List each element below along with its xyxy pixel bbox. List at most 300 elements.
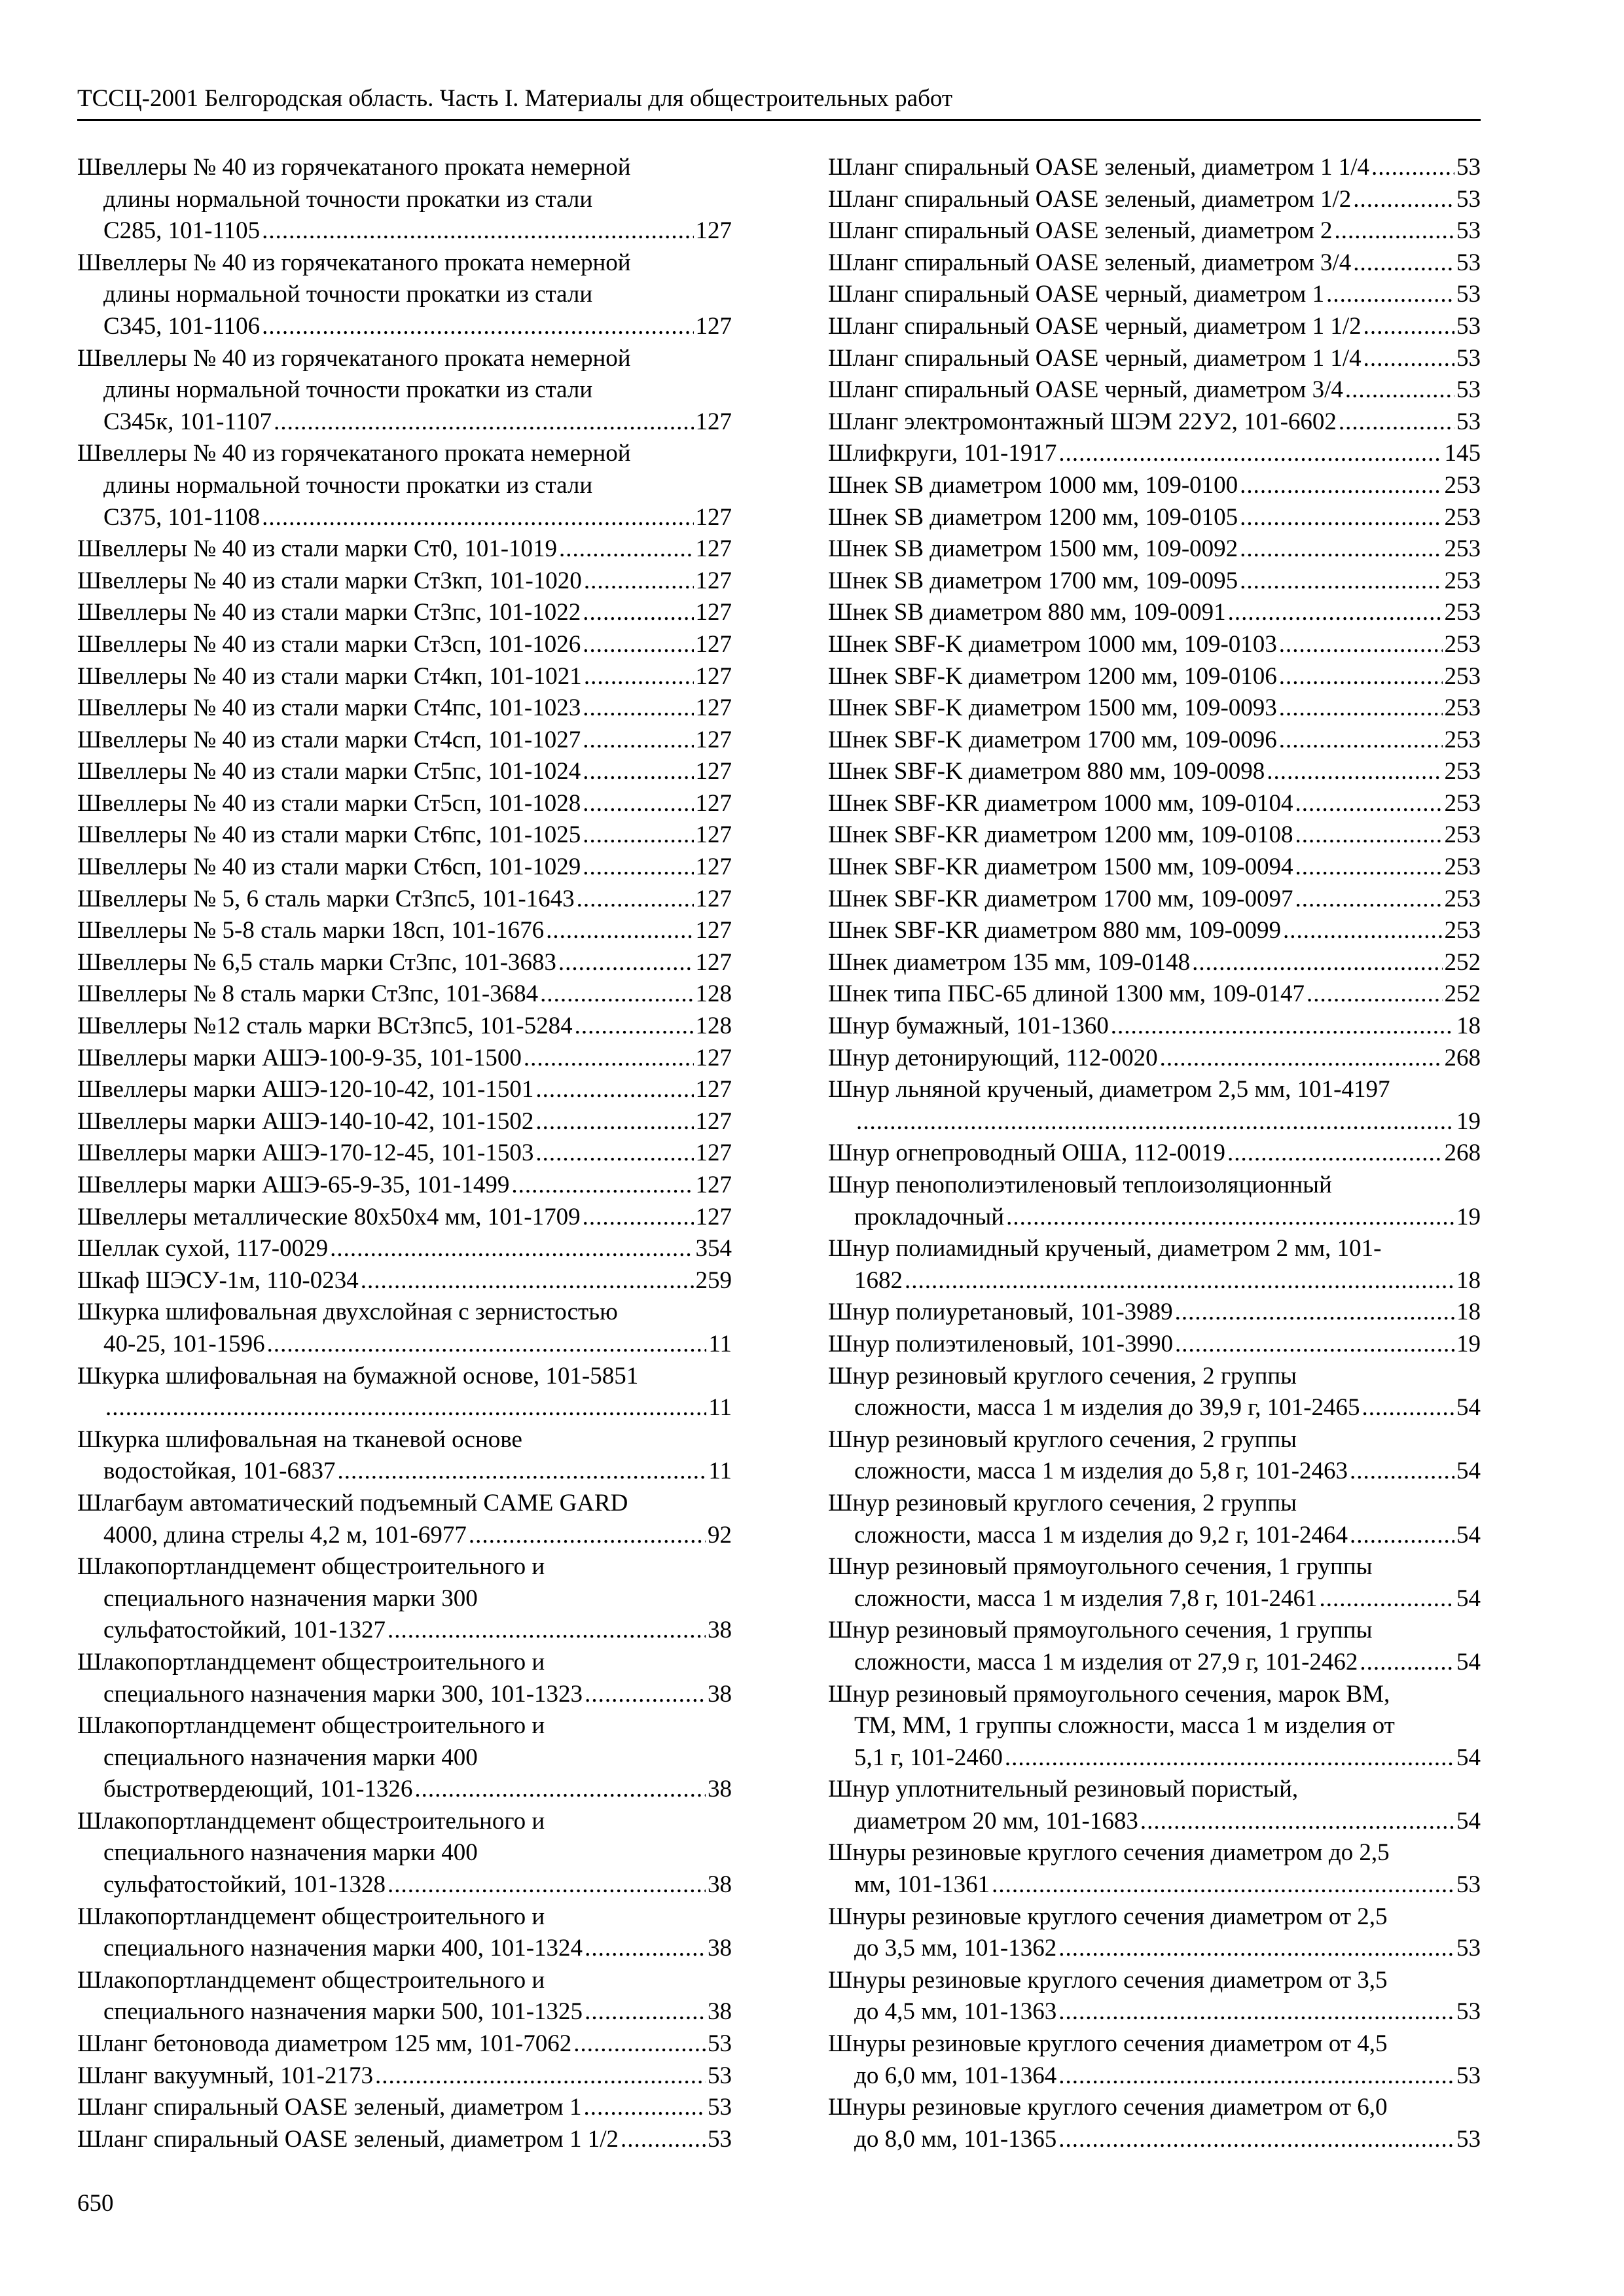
index-entry-line: Шнуры резиновые круглого сечения диаметром от 3,5 [828, 1966, 1388, 1994]
index-entry-line: Шлакопортландцемент общестроительного и [77, 1903, 545, 1930]
index-entry-line: специального назначения марки 400 [103, 1744, 478, 1771]
index-entry-last-line [77, 2060, 732, 2092]
index-entry-last-line [828, 1011, 1481, 1043]
index-entry-page: 127 [695, 1203, 732, 1230]
index-entry-line: Шнур пенополиэтиленовый теплоизоляционный [828, 1172, 1332, 1198]
dot-leader [414, 1774, 706, 1806]
index-entry [828, 1424, 1481, 1488]
dot-leader [1058, 2060, 1454, 2092]
index-entry [828, 661, 1481, 693]
index-entry [77, 915, 732, 947]
index-entry-text: Шланг спиральный OASE зеленый, диаметром 2 [828, 217, 1333, 245]
dot-leader [1267, 756, 1442, 788]
index-entry [77, 2124, 732, 2156]
index-entry [828, 1043, 1481, 1075]
index-entry-text: Шнек SBF-K диаметром 880 мм, 109-0098 [828, 758, 1265, 785]
index-entry-page: 53 [1456, 1935, 1481, 1962]
dot-leader [583, 725, 693, 757]
index-entry-last-line [828, 1265, 1481, 1297]
index-entry-text: Шнек SB диаметром 1200 мм, 109-0105 [828, 503, 1238, 531]
index-entry-page: 253 [1444, 567, 1481, 594]
index-entry-last-line [77, 947, 732, 979]
index-entry [828, 1615, 1481, 1678]
index-entry-page: 268 [1444, 1139, 1481, 1167]
index-entry-text: Шнур детонирующий, 112-0020 [828, 1044, 1158, 1071]
index-entry-last-line [828, 152, 1481, 184]
index-entry-line: Шнуры резиновые круглого сечения диаметром от 2,5 [828, 1903, 1388, 1930]
index-entry [828, 311, 1481, 343]
page-number: 650 [77, 2190, 114, 2217]
index-entry-line: ТМ, ММ, 1 группы сложности, масса 1 м изделия от [854, 1712, 1395, 1740]
index-entry-last-line [828, 756, 1481, 788]
index-entry-text: Шнек SB диаметром 880 мм, 109-0091 [828, 599, 1226, 626]
index-entry-text: Швеллеры № 5-8 сталь марки 18сп, 101-1676 [77, 917, 545, 944]
index-entry-text: Швеллеры № 40 из стали марки Ст4кп, 101-1021 [77, 662, 582, 690]
index-entry-last-line [77, 1774, 732, 1806]
dot-leader [583, 597, 693, 629]
index-entry-page: 53 [1456, 408, 1481, 435]
index-entry-text: Шнек SB диаметром 1700 мм, 109-0095 [828, 567, 1238, 594]
index-entry-page: 253 [1444, 630, 1481, 658]
dot-leader [583, 629, 693, 661]
dot-leader [1363, 311, 1454, 343]
index-entry-page: 252 [1444, 948, 1481, 976]
index-entry-last-line [77, 1170, 732, 1202]
index-entry-last-line [77, 1233, 732, 1265]
dot-leader [1363, 343, 1454, 375]
index-entry-last-line [828, 406, 1481, 439]
dot-leader [621, 2124, 706, 2156]
index-entry-text: Шнек SBF-K диаметром 1500 мм, 109-0093 [828, 694, 1277, 722]
index-entry [77, 1106, 732, 1138]
index-entry-text: Шнек SBF-KR диаметром 1200 мм, 109-0108 [828, 821, 1293, 849]
index-entry [828, 1679, 1481, 1774]
index-entry-text: Швеллеры № 40 из стали марки Ст6сп, 101-1029 [77, 853, 581, 881]
index-entry-text: Шнек диаметром 135 мм, 109-0148 [828, 948, 1191, 976]
dot-leader [1353, 184, 1454, 216]
dot-leader [535, 1138, 693, 1170]
index-entry [828, 852, 1481, 884]
dot-leader [559, 533, 693, 565]
index-entry-text: Швеллеры № 40 из стали марки Ст5сп, 101-1028 [77, 789, 581, 817]
index-entry [77, 1551, 732, 1647]
index-entry-last-line [828, 1106, 1481, 1138]
index-entry [77, 1361, 732, 1424]
index-entry-last-line [77, 756, 732, 788]
index-entry-page: 53 [708, 2125, 732, 2153]
index-entry [77, 1297, 732, 1360]
dot-leader [1326, 279, 1454, 311]
index-entry-page: 38 [708, 1998, 732, 2026]
dot-leader [585, 1996, 706, 2028]
dot-leader [274, 406, 693, 439]
dot-leader [1295, 884, 1442, 916]
index-entry-text: мм, 101-1361 [854, 1871, 990, 1899]
index-entry-line: длины нормальной точности прокатки из стали [103, 281, 593, 308]
index-entry-last-line [828, 597, 1481, 629]
index-entry-text: до 4,5 мм, 101-1363 [854, 1998, 1057, 2026]
dot-leader [1279, 692, 1443, 725]
index-entry-line: Шнур льняной крученый, диаметром 2,5 мм, 101-4197 [828, 1076, 1390, 1103]
index-entry [828, 184, 1481, 216]
index-entry-line: Швеллеры № 40 из горячекатаного проката немерной [77, 249, 631, 276]
dot-leader [583, 692, 693, 725]
index-entry [77, 852, 732, 884]
index-entry [828, 1074, 1481, 1138]
index-entry-text: Шнек SBF-KR диаметром 1700 мм, 109-0097 [828, 885, 1293, 912]
index-entry [77, 1647, 732, 1710]
dot-leader [524, 1043, 694, 1075]
dot-leader [1362, 1392, 1454, 1424]
index-entry-page: 54 [1456, 1648, 1481, 1676]
index-entry-page: 11 [708, 1458, 732, 1485]
index-entry-line: специального назначения марки 400 [103, 1839, 478, 1867]
index-entry [77, 2092, 732, 2124]
index-entry-text: Швеллеры № 40 из стали марки Ст0, 101-1019 [77, 535, 558, 563]
index-entry [828, 247, 1481, 279]
dot-leader [1240, 470, 1442, 502]
index-entry-text: Швеллеры №12 сталь марки ВСт3пс5, 101-5284 [77, 1013, 573, 1040]
index-entry-page: 127 [695, 312, 732, 340]
dot-leader [540, 978, 693, 1011]
index-entry [828, 884, 1481, 916]
dot-leader [1192, 947, 1442, 979]
index-entry-text: Швеллеры № 40 из стали марки Ст4пс, 101-1023 [77, 694, 581, 722]
dot-leader [1353, 247, 1454, 279]
dot-leader [267, 1329, 707, 1361]
dot-leader [585, 1679, 706, 1711]
dot-leader [573, 2028, 706, 2060]
index-entry [828, 565, 1481, 598]
index-entry [77, 788, 732, 820]
index-entry-line: Шлакопортландцемент общестроительного и [77, 1966, 545, 1994]
index-entry-last-line [828, 661, 1481, 693]
index-entry-line: Шнуры резиновые круглого сечения диаметром от 4,5 [828, 2030, 1388, 2058]
dot-leader [388, 1615, 706, 1647]
index-entry [77, 1901, 732, 1965]
index-entry [828, 152, 1481, 184]
index-entry-last-line [828, 1138, 1481, 1170]
index-entry-text: специального назначения марки 400, 101-1324 [103, 1935, 583, 1962]
dot-leader [1058, 1996, 1454, 2028]
index-entry-page: 253 [1444, 758, 1481, 785]
index-entry-text: 40-25, 101-1596 [103, 1330, 265, 1357]
index-entry-page: 53 [1456, 154, 1481, 181]
index-entry-text: сложности, масса 1 м изделия до 39,9 г, 101-2465 [854, 1394, 1360, 1422]
dot-leader [1240, 533, 1442, 565]
index-entry-page: 127 [695, 630, 732, 658]
index-entry [828, 819, 1481, 852]
index-entry-text: Шланг бетоновода диаметром 125 мм, 101-7062 [77, 2030, 572, 2058]
index-entry-line: Шлагбаум автоматический подъемный CAME GARD [77, 1489, 628, 1516]
index-entry [77, 947, 732, 979]
index-entry-page: 53 [1456, 217, 1481, 245]
index-entry-page: 38 [708, 1776, 732, 1803]
index-entry-last-line [828, 184, 1481, 216]
index-entry-page: 127 [695, 694, 732, 722]
dot-leader [583, 788, 693, 820]
dot-leader [1345, 374, 1454, 406]
index-entry-text: сульфатостойкий, 101-1328 [103, 1871, 386, 1899]
index-entry-last-line [77, 852, 732, 884]
index-entry [77, 1424, 732, 1488]
index-entry-text: Швеллеры № 8 сталь марки Ст3пс, 101-3684 [77, 980, 539, 1008]
dot-leader [105, 1392, 706, 1424]
index-entry-last-line [828, 788, 1481, 820]
index-entry-last-line [828, 884, 1481, 916]
index-entry-page: 53 [1456, 312, 1481, 340]
index-entry-page: 18 [1456, 1299, 1481, 1326]
index-entry-page: 19 [1456, 1203, 1481, 1230]
index-entry [828, 374, 1481, 406]
index-entry-last-line [828, 947, 1481, 979]
dot-leader [905, 1265, 1454, 1297]
index-entry-page: 54 [1456, 1744, 1481, 1771]
index-entry [77, 1170, 732, 1202]
index-entry-last-line [77, 819, 732, 852]
index-entry-text: С285, 101-1105 [103, 217, 261, 245]
index-entry [77, 1710, 732, 1806]
dot-leader [1111, 1011, 1454, 1043]
index-entry-text: Шлифкруги, 101-1917 [828, 440, 1057, 467]
index-entry-page: 354 [695, 1235, 732, 1263]
index-entry-last-line [828, 438, 1481, 470]
dot-leader [262, 215, 693, 247]
index-entry-last-line [828, 343, 1481, 375]
index-entry-text: Швеллеры металлические 80х50х4 мм, 101-1709 [77, 1203, 581, 1230]
index-entry-last-line [77, 1011, 732, 1043]
dot-leader [1058, 1933, 1454, 1965]
dot-leader [361, 1265, 694, 1297]
index-entry-page: 127 [695, 789, 732, 817]
index-entry [828, 502, 1481, 534]
index-entry-text: Швеллеры № 40 из стали марки Ст4сп, 101-1027 [77, 726, 581, 753]
dot-leader [1295, 852, 1442, 884]
index-entry-last-line [828, 279, 1481, 311]
index-entry-text: 4000, длина стрелы 4,2 м, 101-6977 [103, 1521, 467, 1549]
index-entry-last-line [77, 1996, 732, 2028]
header-rule [77, 119, 1481, 121]
index-entry-text: Шкаф ШЭСУ-1м, 110-0234 [77, 1266, 359, 1294]
index-entry-last-line [77, 1202, 732, 1234]
index-entry-text: быстротвердеющий, 101-1326 [103, 1776, 413, 1803]
index-entry-page: 53 [1456, 281, 1481, 308]
index-entry [828, 1233, 1481, 1297]
index-entry-last-line [77, 1520, 732, 1552]
dot-leader [1005, 1742, 1454, 1774]
index-entry-text: диаметром 20 мм, 101-1683 [854, 1807, 1138, 1835]
index-entry-last-line [828, 852, 1481, 884]
index-entry [77, 1202, 732, 1234]
index-entry-page: 92 [708, 1521, 732, 1549]
index-entry-last-line [77, 2092, 732, 2124]
index-entry-text: Шланг спиральный OASE черный, диаметром 1 1/4 [828, 344, 1362, 372]
index-entry-page: 53 [1456, 1871, 1481, 1899]
index-entry [77, 1043, 732, 1075]
index-entry-last-line [77, 1392, 732, 1424]
index-entry-page: 127 [695, 535, 732, 563]
dot-leader [583, 2092, 706, 2124]
index-entry-last-line [828, 692, 1481, 725]
index-entry [828, 788, 1481, 820]
index-entry-last-line [77, 1615, 732, 1647]
index-entry-line: длины нормальной точности прокатки из стали [103, 376, 593, 404]
index-entry [77, 565, 732, 598]
index-entry-page: 259 [695, 1266, 732, 1294]
index-entry-page: 253 [1444, 535, 1481, 563]
index-entry-text: сульфатостойкий, 101-1327 [103, 1617, 386, 1644]
index-entry-text: до 6,0 мм, 101-1364 [854, 2062, 1057, 2089]
index-entry-last-line [77, 406, 732, 439]
index-entry-text: Шнек SBF-K диаметром 1700 мм, 109-0096 [828, 726, 1277, 753]
index-entry-last-line [828, 915, 1481, 947]
index-entry-line: Шнур резиновый прямоугольного сечения, марок ВМ, [828, 1680, 1390, 1708]
index-entry [77, 756, 732, 788]
index-entry-line: Шнур уплотнительный резиновый пористый, [828, 1776, 1299, 1803]
index-entry-text: Шланг спиральный OASE зеленый, диаметром 1 [77, 2094, 582, 2121]
index-entry-last-line [77, 1074, 732, 1106]
index-entry [828, 597, 1481, 629]
index-entry-line: Шнур резиновый прямоугольного сечения, 1 группы [828, 1553, 1373, 1581]
index-entry-line: специального назначения марки 300 [103, 1585, 478, 1612]
index-entry-last-line [828, 1202, 1481, 1234]
index-entry-page: 18 [1456, 1266, 1481, 1294]
index-entry [828, 2028, 1481, 2092]
index-entry-last-line [77, 1869, 732, 1901]
index-entry-last-line [828, 470, 1481, 502]
index-entry-last-line [828, 1869, 1481, 1901]
index-entry-page: 253 [1444, 503, 1481, 531]
index-entry-line: Шнур резиновый круглого сечения, 2 группы [828, 1426, 1297, 1453]
index-entry [828, 279, 1481, 311]
index-entry [828, 756, 1481, 788]
index-entry [828, 533, 1481, 565]
dot-leader [388, 1869, 706, 1901]
index-entry-text: С345, 101-1106 [103, 312, 261, 340]
index-entry [828, 947, 1481, 979]
index-entry-page: 253 [1444, 599, 1481, 626]
dot-leader [1227, 1138, 1443, 1170]
index-entry-page: 38 [708, 1871, 732, 1899]
index-entry-page: 127 [695, 503, 732, 531]
index-entry-last-line [828, 1329, 1481, 1361]
dot-leader [1339, 406, 1454, 439]
dot-leader [1279, 725, 1443, 757]
index-entry-last-line [828, 1933, 1481, 1965]
index-entry-text: Шнек SB диаметром 1500 мм, 109-0092 [828, 535, 1238, 563]
index-entry-page: 53 [708, 2030, 732, 2058]
index-entry-page: 253 [1444, 726, 1481, 753]
index-entry [828, 1488, 1481, 1551]
dot-leader [584, 661, 694, 693]
index-entry-last-line [77, 1138, 732, 1170]
index-entry-text: Шеллак сухой, 117-0029 [77, 1235, 329, 1263]
index-entry [77, 1488, 732, 1551]
index-entry-line: Швеллеры № 40 из горячекатаного проката немерной [77, 440, 631, 467]
index-entry-last-line [828, 565, 1481, 598]
index-entry-text: С375, 101-1108 [103, 503, 261, 531]
index-entry-page: 38 [708, 1680, 732, 1708]
index-entry [77, 343, 732, 439]
index-entry-page: 53 [1456, 1998, 1481, 2026]
index-entry-last-line [77, 1265, 732, 1297]
index-entry [828, 1170, 1481, 1233]
dot-leader [992, 1869, 1454, 1901]
index-entry-last-line [828, 1806, 1481, 1838]
index-entry-text: Швеллеры № 6,5 сталь марки Ст3пс, 101-3683 [77, 948, 556, 976]
index-entry [77, 1965, 732, 2028]
index-entry-last-line [828, 2124, 1481, 2156]
index-entry [828, 915, 1481, 947]
dot-leader [1283, 915, 1443, 947]
dot-leader [330, 1233, 693, 1265]
index-entry-page: 268 [1444, 1044, 1481, 1071]
index-entry-page: 38 [708, 1935, 732, 1962]
dot-leader [856, 1106, 1454, 1138]
dot-leader [1006, 1202, 1454, 1234]
index-entry-text: Шнур полиуретановый, 101-3989 [828, 1299, 1173, 1326]
index-entry-last-line [77, 1933, 732, 1965]
index-entry-page: 253 [1444, 917, 1481, 944]
index-entry-text: 5,1 г, 101-2460 [854, 1744, 1003, 1771]
index-entry-page: 253 [1444, 471, 1481, 499]
index-entry-last-line [77, 311, 732, 343]
index-column-left [77, 152, 732, 2155]
index-entry-line: Шлакопортландцемент общестроительного и [77, 1648, 545, 1676]
index-entry [77, 1806, 732, 1901]
index-entry-last-line [77, 1456, 732, 1488]
dot-leader [583, 1202, 694, 1234]
index-entry-page: 53 [1456, 2125, 1481, 2153]
index-entry [828, 1901, 1481, 1965]
index-entry-last-line [77, 661, 732, 693]
index-entry-last-line [77, 788, 732, 820]
index-entry [77, 819, 732, 852]
index-entry [828, 406, 1481, 439]
index-entry [77, 629, 732, 661]
index-entry [77, 152, 732, 247]
index-entry [828, 1361, 1481, 1424]
index-entry-page: 127 [695, 1172, 732, 1198]
index-entry-last-line [828, 1297, 1481, 1329]
index-entry [828, 1774, 1481, 1837]
index-entry-page: 54 [1456, 1394, 1481, 1422]
index-entry-page: 127 [695, 1139, 732, 1167]
dot-leader [585, 1933, 706, 1965]
index-entry-page: 253 [1444, 662, 1481, 690]
index-entry-text: Шнек SB диаметром 1000 мм, 109-0100 [828, 471, 1238, 499]
index-entry [77, 1011, 732, 1043]
index-entry-line: Шнур резиновый прямоугольного сечения, 1 группы [828, 1617, 1373, 1644]
index-entry-text: 1682 [854, 1266, 903, 1294]
index-entry-text: водостойкая, 101-6837 [103, 1458, 336, 1485]
index-entry-last-line [77, 565, 732, 598]
index-entry [77, 978, 732, 1011]
index-entry [828, 1551, 1481, 1615]
index-entry-text: Шнек SBF-K диаметром 1200 мм, 109-0106 [828, 662, 1277, 690]
dot-leader [1240, 502, 1442, 534]
index-entry-last-line [77, 725, 732, 757]
index-entry-last-line [77, 978, 732, 1011]
index-entry [828, 343, 1481, 375]
index-entry-text: Шнек типа ПБС-65 длиной 1300 мм, 109-0147 [828, 980, 1305, 1008]
index-entry-page: 38 [708, 1617, 732, 1644]
dot-leader [583, 819, 693, 852]
dot-leader [1279, 661, 1443, 693]
dot-leader [1334, 215, 1454, 247]
index-entry-text: Шланг спиральный OASE зеленый, диаметром 1 1/4 [828, 154, 1370, 181]
index-entry-last-line [828, 629, 1481, 661]
